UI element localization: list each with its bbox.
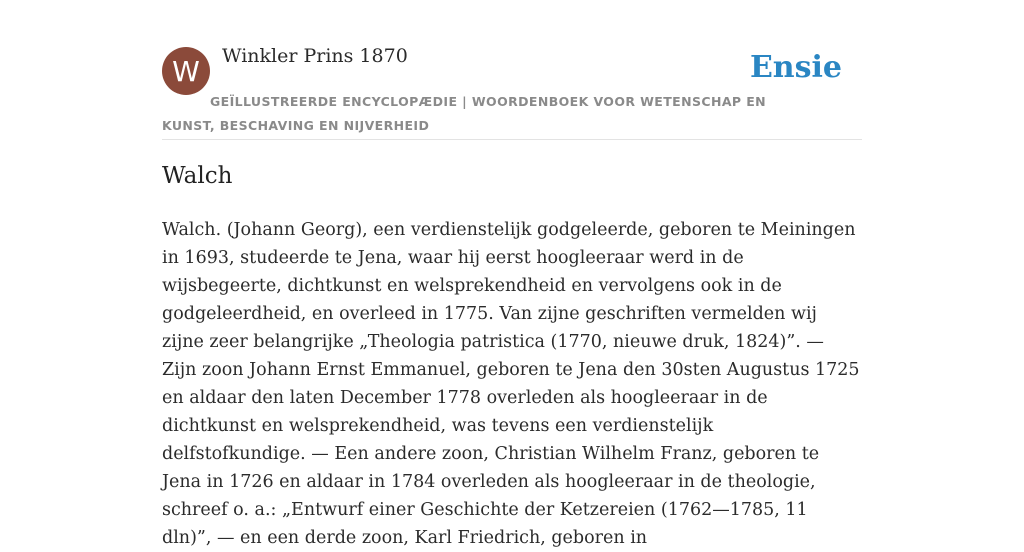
ensie-logo[interactable]: Ensie: [749, 50, 842, 85]
entry-body: Walch. (Johann Georg), een verdienstelijk godgeleerde, geboren te Meiningen in 1693, studeerde te Jena, waar hij eerst hoogleeraar werd in de wijsbegeerte, dichtkunst en welsprekendheid en vervolgens ook in de godgeleerdheid, en overleed in 1775. Van zijne geschriften vermelden wij zijne zeer belangrijke „Theologia patristica (1770, nieuwe druk, 1824)”. — Zijn zoon Johann Ernst Emmanuel, geboren te Jena den 30sten Augustus 1725 en aldaar den laten December 1778 overleden als hoogleeraar in de dichtkunst en welsprekendheid, was tevens een verdienstelijk delfstofkundige. — Een andere zoon, Christian Wilhelm Franz, geboren te Jena in 1726 en aldaar in 1784 overleden als hoogleeraar in de theologie, schreef o. a.: „Entwurf einer Geschichte der Ketzereien (1762—1785, 11 dln)”, — en een derde zoon, Karl Friedrich, geboren in: [162, 220, 860, 548]
entry-title: Walch: [162, 163, 233, 189]
avatar[interactable]: W: [162, 47, 210, 95]
header-divider: [162, 139, 862, 140]
page: [162, 0, 862, 548]
source-subtitle: GEÏLLUSTREERDE ENCYCLOPÆDIE | WOORDENBOEK VOOR WETENSCHAP EN KUNST, BESCHAVING EN NIJVERHEID: [162, 94, 767, 133]
source-title-link[interactable]: Winkler Prins 1870: [222, 45, 408, 67]
